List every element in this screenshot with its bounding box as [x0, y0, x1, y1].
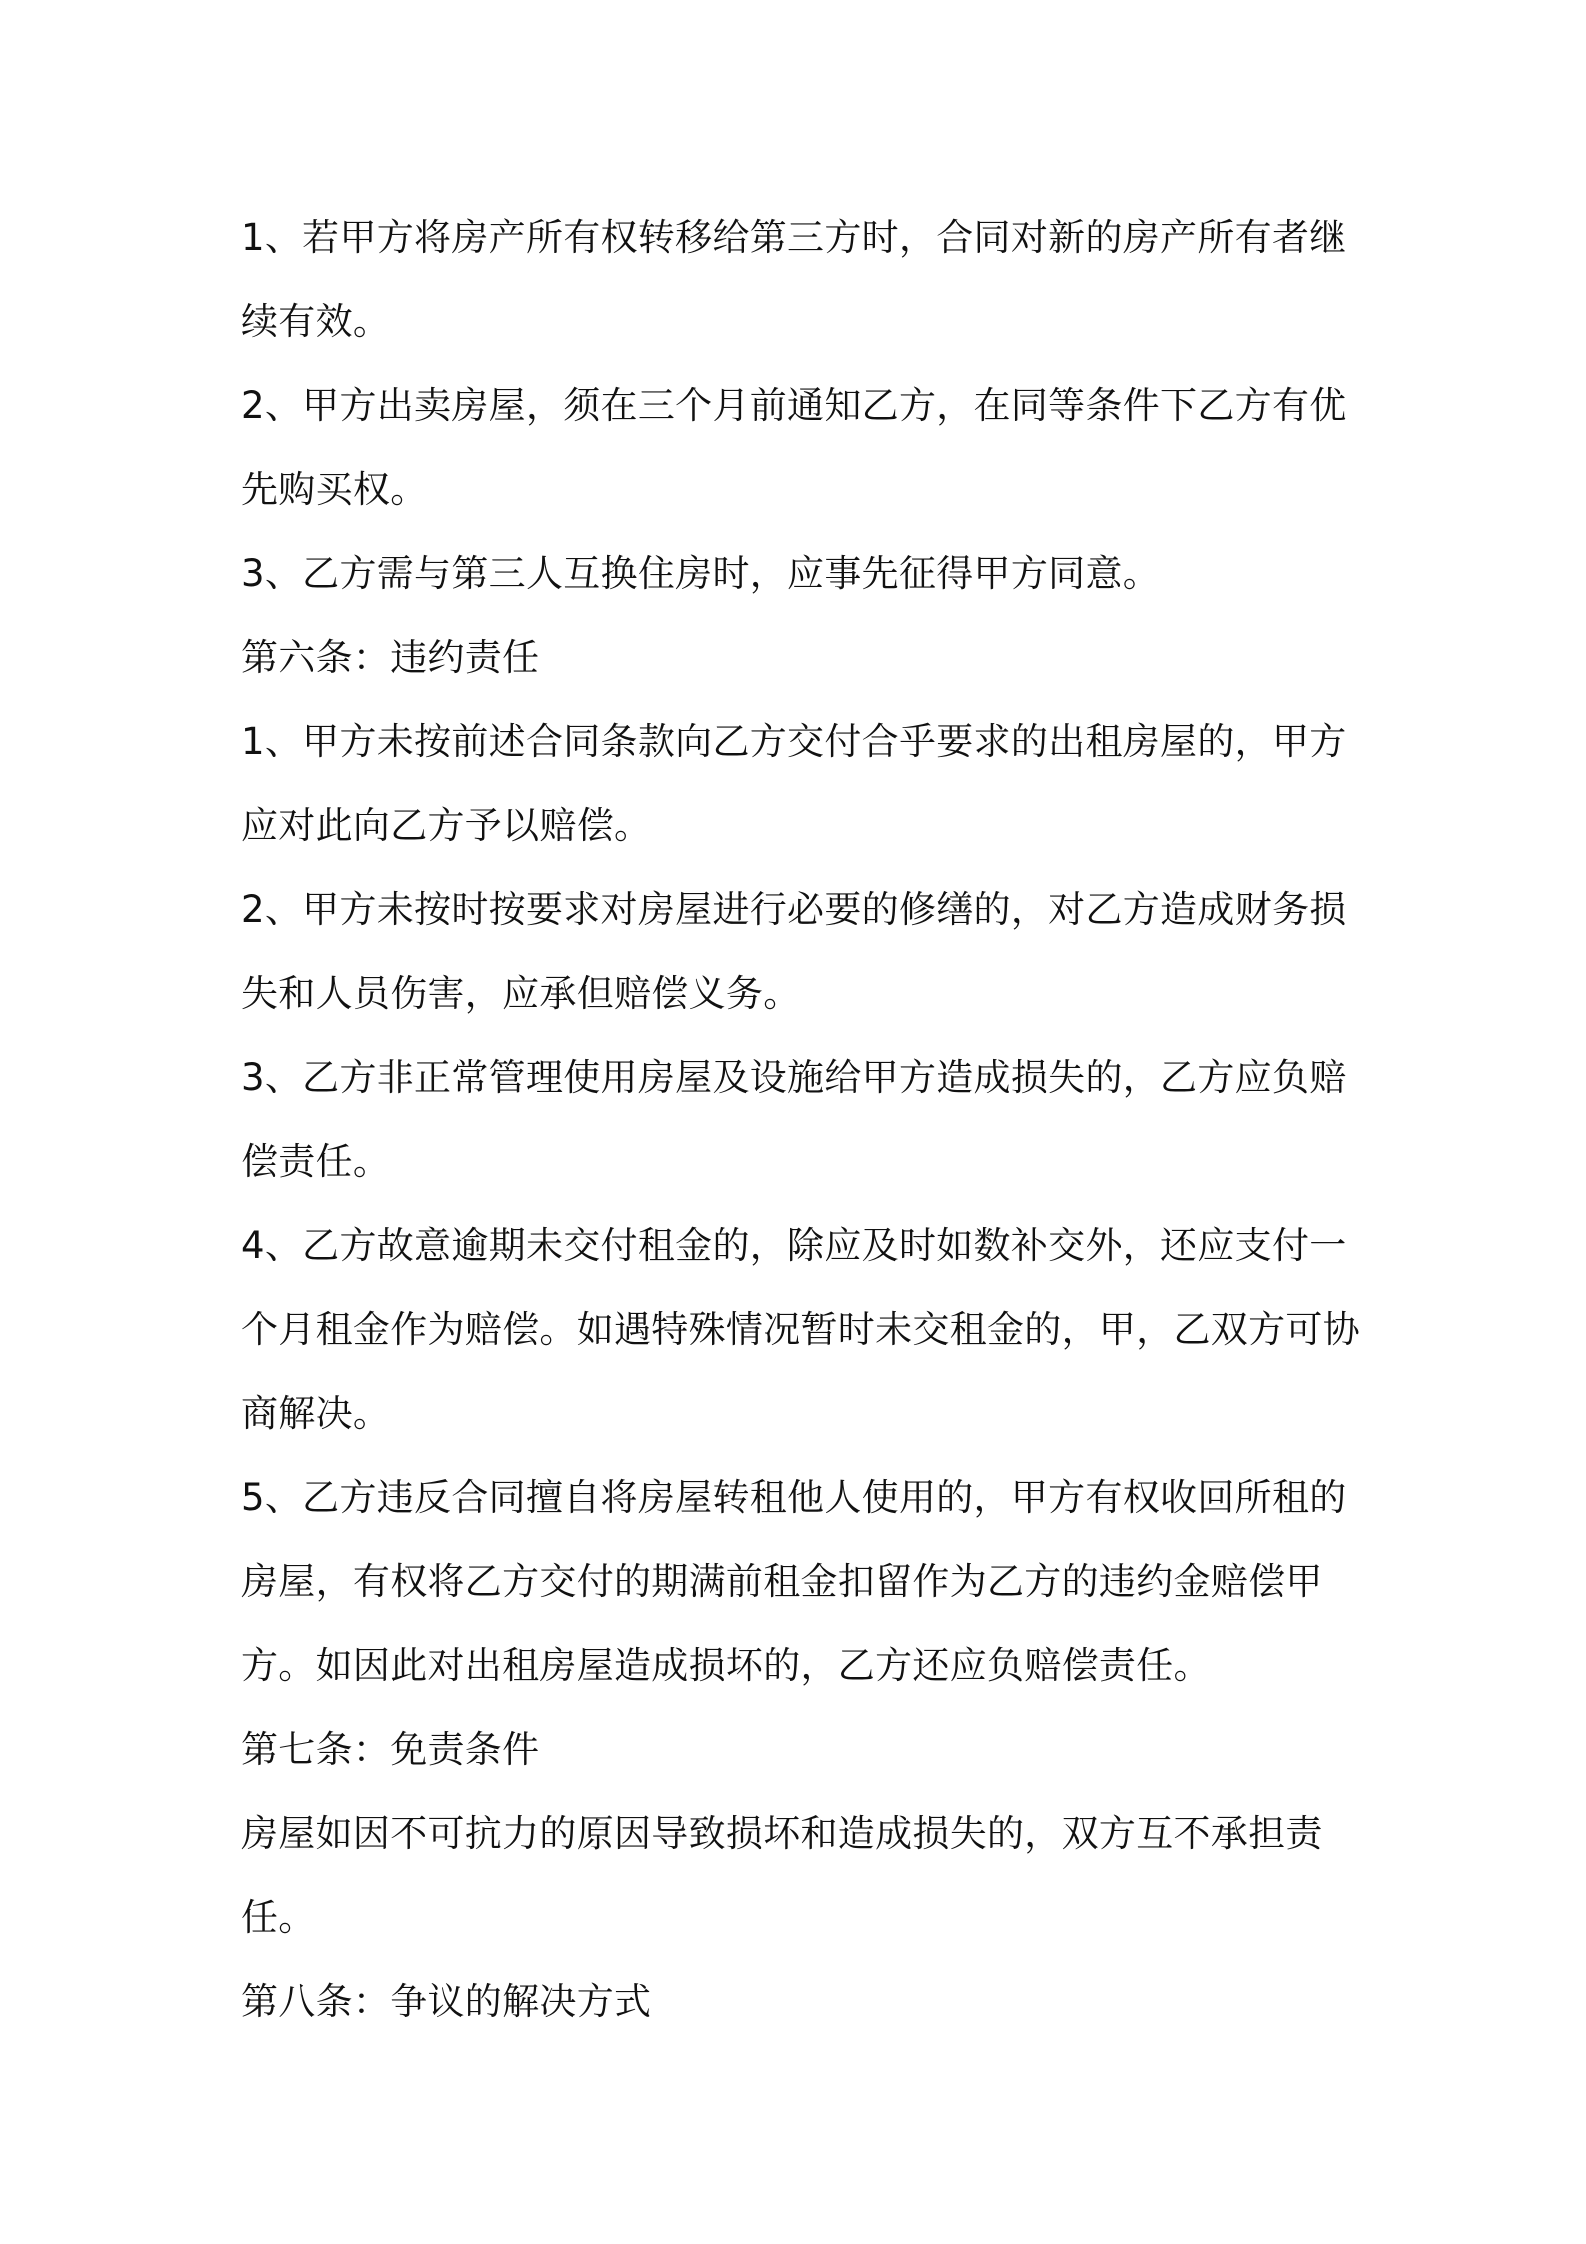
text-line: 商解决。	[241, 1392, 391, 1435]
text-line: 1、若甲方将房产所有权转移给第三方时，合同对新的房产所有者继	[241, 216, 1347, 259]
text-line: 3、乙方非正常管理使用房屋及设施给甲方造成损失的，乙方应负赔	[241, 1056, 1347, 1099]
section-heading: 第八条：争议的解决方式	[241, 1980, 652, 2023]
document-body	[241, 196, 1363, 2044]
text-line: 方。如因此对出租房屋造成损坏的，乙方还应负赔偿责任。	[241, 1644, 1211, 1687]
text-line: 5、乙方违反合同擅自将房屋转租他人使用的，甲方有权收回所租的	[241, 1476, 1347, 1519]
text-line: 偿责任。	[241, 1140, 391, 1183]
text-line: 2、甲方出卖房屋，须在三个月前通知乙方，在同等条件下乙方有优	[241, 384, 1347, 427]
text-line: 个月租金作为赔偿。如遇特殊情况暂时未交租金的，甲，乙双方可协	[241, 1308, 1360, 1351]
text-line: 失和人员伤害，应承但赔偿义务。	[241, 972, 801, 1015]
text-line: 房屋，有权将乙方交付的期满前租金扣留作为乙方的违约金赔偿甲	[241, 1560, 1323, 1603]
text-line: 先购买权。	[241, 468, 428, 511]
section-heading: 第六条：违约责任	[241, 636, 540, 679]
text-line: 1、甲方未按前述合同条款向乙方交付合乎要求的出租房屋的，甲方	[241, 720, 1347, 763]
text-line: 应对此向乙方予以赔偿。	[241, 804, 652, 847]
text-line: 任。	[241, 1896, 316, 1939]
text-line: 3、乙方需与第三人互换住房时，应事先征得甲方同意。	[241, 552, 1161, 595]
text-line: 2、甲方未按时按要求对房屋进行必要的修缮的，对乙方造成财务损	[241, 888, 1347, 931]
text-line: 续有效。	[241, 300, 391, 343]
section-heading: 第七条：免责条件	[241, 1728, 540, 1771]
text-line: 房屋如因不可抗力的原因导致损坏和造成损失的，双方互不承担责	[241, 1812, 1323, 1855]
text-line: 4、乙方故意逾期未交付租金的，除应及时如数补交外，还应支付一	[241, 1224, 1347, 1267]
